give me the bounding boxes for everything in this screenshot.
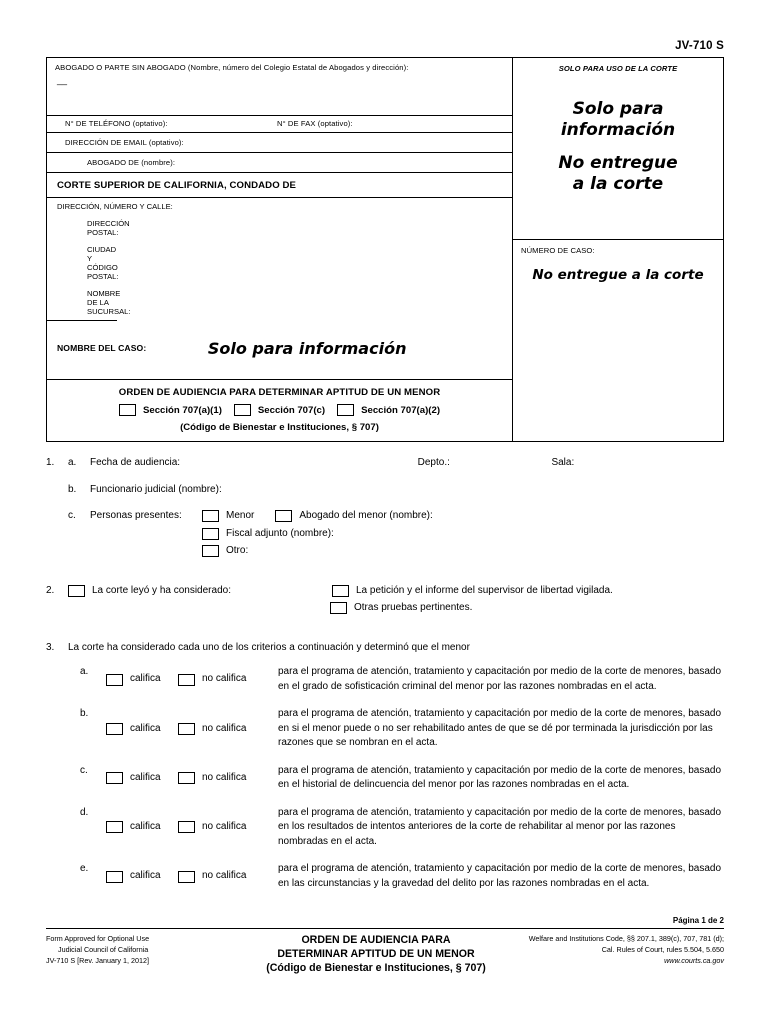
item-1a-row <box>90 456 724 471</box>
item-3-number: 3. <box>46 641 55 653</box>
city-zip-label[interactable]: CIUDAD Y CÓDIGO POSTAL: <box>87 245 119 281</box>
street-label[interactable]: DIRECCIÓN, NÚMERO Y CALLE: <box>57 202 173 211</box>
item-2-number: 2. <box>46 584 55 596</box>
persons-row-2 <box>202 527 724 542</box>
criteria-not-qualifies-label: no califica <box>202 673 247 685</box>
attorney-for-row[interactable] <box>47 153 512 173</box>
footer-council-line: Judicial Council of California <box>58 944 149 954</box>
attorney-for-label: ABOGADO DE (nombre): <box>87 158 176 167</box>
checkbox-icon[interactable] <box>178 723 195 735</box>
persons-row-1 <box>90 509 724 524</box>
criteria-text: para el programa de atención, tratamiento y capacitación por medio de la corte de menores, basado en las circunstancias y la gravedad del delito por las razones nombradas en el acta. <box>278 863 722 889</box>
fax-label: N° DE FAX (optativo): <box>277 119 353 128</box>
criteria-qualifies-option[interactable] <box>106 665 178 694</box>
criteria-letter: c. <box>80 764 88 776</box>
footer-right <box>516 934 724 966</box>
footer-title-line-1: ORDEN DE AUDIENCIA PARA <box>301 934 451 946</box>
checkbox-icon[interactable] <box>202 545 219 557</box>
item-2-row-1 <box>68 584 724 599</box>
checkbox-icon[interactable] <box>178 674 195 686</box>
section-label-1: Sección 707(a)(1) <box>142 404 222 416</box>
watermark-line-3: No entregue <box>558 153 678 174</box>
criteria-text: para el programa de atención, tratamiento y capacitación por medio de la corte de menores, basado en si el menor puede o no ser rehabilitado antes de que se dé por terminada la jurisdicción por las razones que se nombran en el acta. <box>278 708 722 748</box>
footer-approval-line: Form Approved for Optional Use <box>46 934 150 943</box>
footer-revision-line: JV-710 S [Rev. January 1, 2012] <box>46 955 149 965</box>
footer-code-line: Welfare and Institutions Code, §§ 207.1, 389(c), 707, 781 (d); <box>528 934 724 943</box>
checkbox-icon[interactable] <box>68 585 85 597</box>
email-label: DIRECCIÓN DE EMAIL (optativo): <box>65 138 184 147</box>
criteria-qualifies-label: califica <box>130 821 161 832</box>
criteria-qualifies-label: califica <box>130 771 161 783</box>
criteria-not-qualifies-label: no califica <box>202 821 247 832</box>
item-2-option-2: Otras pruebas pertinentes. <box>354 602 473 613</box>
court-use-label: SOLO PARA USO DE LA CORTE <box>558 64 678 73</box>
form-body <box>46 456 724 891</box>
footer-rules-line: Cal. Rules of Court, rules 5.504, 5.650 <box>601 944 724 954</box>
criteria-letter: b. <box>80 708 89 719</box>
item-1-number: 1. <box>46 457 55 468</box>
caption-right-column <box>513 58 723 441</box>
footer-title <box>236 934 516 976</box>
checkbox-icon[interactable] <box>202 528 219 540</box>
criteria-qualifies-label: califica <box>130 722 161 734</box>
criteria-not-qualifies-option[interactable] <box>178 806 278 850</box>
attorney-value: __ <box>57 75 68 85</box>
item-1 <box>46 456 724 471</box>
persons-present-block <box>90 509 724 562</box>
criteria-qualifies-label: califica <box>130 673 161 685</box>
caption-left-column <box>47 58 513 441</box>
criteria-letter: d. <box>80 806 89 818</box>
judicial-officer-label: Funcionario judicial (nombre): <box>90 483 222 495</box>
checkbox-icon[interactable] <box>330 602 347 614</box>
person-option-prosecutor: Fiscal adjunto (nombre): <box>226 527 334 539</box>
form-title-code: (Código de Bienestar e Instituciones, § 707) <box>180 422 379 433</box>
checkbox-icon[interactable] <box>337 404 354 416</box>
checkbox-icon[interactable] <box>332 585 349 597</box>
criteria-list <box>46 665 724 891</box>
item-1a-letter: a. <box>68 457 77 468</box>
watermark-line-1: Solo para <box>572 99 664 119</box>
item-2-option-1: La petición y el informe del supervisor de libertad vigilada. <box>356 584 613 596</box>
criteria-text: para el programa de atención, tratamiento y capacitación por medio de la corte de menores, basado en el grado de sofisticación criminal del menor por las razones nombradas en el acta. <box>278 666 722 692</box>
criteria-not-qualifies-option[interactable] <box>178 862 278 891</box>
watermark-line-4: a la corte <box>572 174 664 195</box>
criteria-text: para el programa de atención, tratamiento y capacitación por medio de la corte de menores, basado en el historial de delincuencia del menor por las razones nombradas en el acta. <box>278 764 722 790</box>
case-number-cell[interactable] <box>513 239 723 301</box>
criteria-qualifies-option[interactable] <box>106 806 178 850</box>
item-1c-letter: c. <box>68 510 76 521</box>
case-name-label: NOMBRE DEL CASO: <box>57 343 147 353</box>
court-title: CORTE SUPERIOR DE CALIFORNIA, CONDADO DE <box>47 173 512 198</box>
section-option-2[interactable] <box>234 404 325 416</box>
criteria-row-a <box>46 665 724 694</box>
criteria-letter: a. <box>80 666 89 677</box>
checkbox-icon[interactable] <box>106 821 123 833</box>
checkbox-icon[interactable] <box>106 772 123 784</box>
person-option-other: Otro: <box>226 545 249 556</box>
checkbox-icon[interactable] <box>178 871 195 883</box>
footer-title-line-3: (Código de Bienestar e Instituciones, § 707) <box>266 961 486 974</box>
sala-label: Sala: <box>551 457 575 468</box>
checkbox-icon[interactable] <box>106 871 123 883</box>
case-number-watermark: No entregue a la corte <box>532 266 704 283</box>
criteria-qualifies-option[interactable] <box>106 764 178 793</box>
page-footer <box>46 928 724 976</box>
depto-label: Depto.: <box>417 457 450 468</box>
phone-fax-row[interactable] <box>47 116 512 133</box>
footer-website[interactable]: www.courts.ca.gov <box>664 955 724 965</box>
criteria-not-qualifies-label: no califica <box>202 771 247 783</box>
criteria-text: para el programa de atención, tratamiento y capacitación por medio de la corte de menores, basado en los resultados de intentos anteriores de la corte de rehabilitar al menor por las razones nombradas en el acta. <box>278 806 722 847</box>
form-title-block <box>47 380 512 441</box>
checkbox-icon[interactable] <box>106 723 123 735</box>
checkbox-icon[interactable] <box>106 674 123 686</box>
checkbox-icon[interactable] <box>275 510 292 522</box>
item-3 <box>46 641 724 656</box>
item-2-content <box>68 584 724 619</box>
section-label-2: Sección 707(c) <box>257 404 326 416</box>
case-name-row[interactable] <box>47 321 512 380</box>
court-read-label: La corte leyó y ha considerado: <box>92 584 231 596</box>
item-1b-letter: b. <box>68 483 77 495</box>
case-number-label: NÚMERO DE CASO: <box>521 245 595 255</box>
criteria-row-e <box>46 862 724 891</box>
item-1b <box>46 483 724 498</box>
case-name-watermark: Solo para información <box>207 338 407 358</box>
criteria-row-c <box>46 764 724 793</box>
checkbox-icon[interactable] <box>119 404 136 416</box>
persons-present-label: Personas presentes: <box>90 510 182 521</box>
section-label-3: Sección 707(a)(2) <box>361 404 441 416</box>
persons-row-3 <box>202 544 724 559</box>
checkbox-icon[interactable] <box>202 510 219 522</box>
email-row[interactable] <box>47 133 512 153</box>
criteria-not-qualifies-option[interactable] <box>178 665 278 694</box>
section-checkboxes <box>55 404 504 416</box>
item-1c <box>46 509 724 562</box>
page-number: Página 1 de 2 <box>672 916 724 925</box>
phone-label: N° DE TELÉFONO (optativo): <box>65 119 168 128</box>
criteria-letter: e. <box>80 863 89 874</box>
criteria-row-b <box>46 707 724 751</box>
item-2-row-2 <box>68 601 724 616</box>
watermark-line-2: información <box>560 119 676 140</box>
checkbox-icon[interactable] <box>234 404 251 416</box>
item-3-label: La corte ha considerado cada uno de los criterios a continuación y determinó que el menor <box>68 641 470 653</box>
hearing-date-label: Fecha de audiencia: <box>90 457 181 468</box>
footer-title-line-2: DETERMINAR APTITUD DE UN MENOR <box>277 947 475 960</box>
form-title: ORDEN DE AUDIENCIA PARA DETERMINAR APTITUD DE UN MENOR <box>118 387 441 398</box>
criteria-not-qualifies-label: no califica <box>202 870 247 882</box>
attorney-block[interactable] <box>47 58 512 116</box>
section-option-1[interactable] <box>119 404 222 416</box>
item-2 <box>46 584 724 619</box>
attorney-label: ABOGADO O PARTE SIN ABOGADO (Nombre, número del Colegio Estatal de Abogados y dirección): <box>55 63 409 72</box>
person-option-attorney: Abogado del menor (nombre): <box>299 510 433 521</box>
branch-label[interactable]: NOMBRE DE LA SUCURSAL: <box>47 285 117 321</box>
footer-left <box>46 934 236 966</box>
criteria-not-qualifies-option[interactable] <box>178 707 278 751</box>
form-number: JV-710 S <box>675 40 724 52</box>
section-option-3[interactable] <box>337 404 440 416</box>
criteria-row-d <box>46 806 724 850</box>
person-option-minor: Menor <box>226 510 255 521</box>
criteria-not-qualifies-option[interactable] <box>178 764 278 793</box>
criteria-not-qualifies-label: no califica <box>202 722 247 734</box>
criteria-qualifies-option[interactable] <box>106 862 178 891</box>
checkbox-icon[interactable] <box>178 821 195 833</box>
caption-box <box>46 57 724 442</box>
mailing-label[interactable]: DIRECCIÓN POSTAL: <box>87 219 130 237</box>
criteria-qualifies-label: califica <box>130 870 161 882</box>
watermark-block <box>513 77 723 195</box>
criteria-qualifies-option[interactable] <box>106 707 178 751</box>
checkbox-icon[interactable] <box>178 772 195 784</box>
